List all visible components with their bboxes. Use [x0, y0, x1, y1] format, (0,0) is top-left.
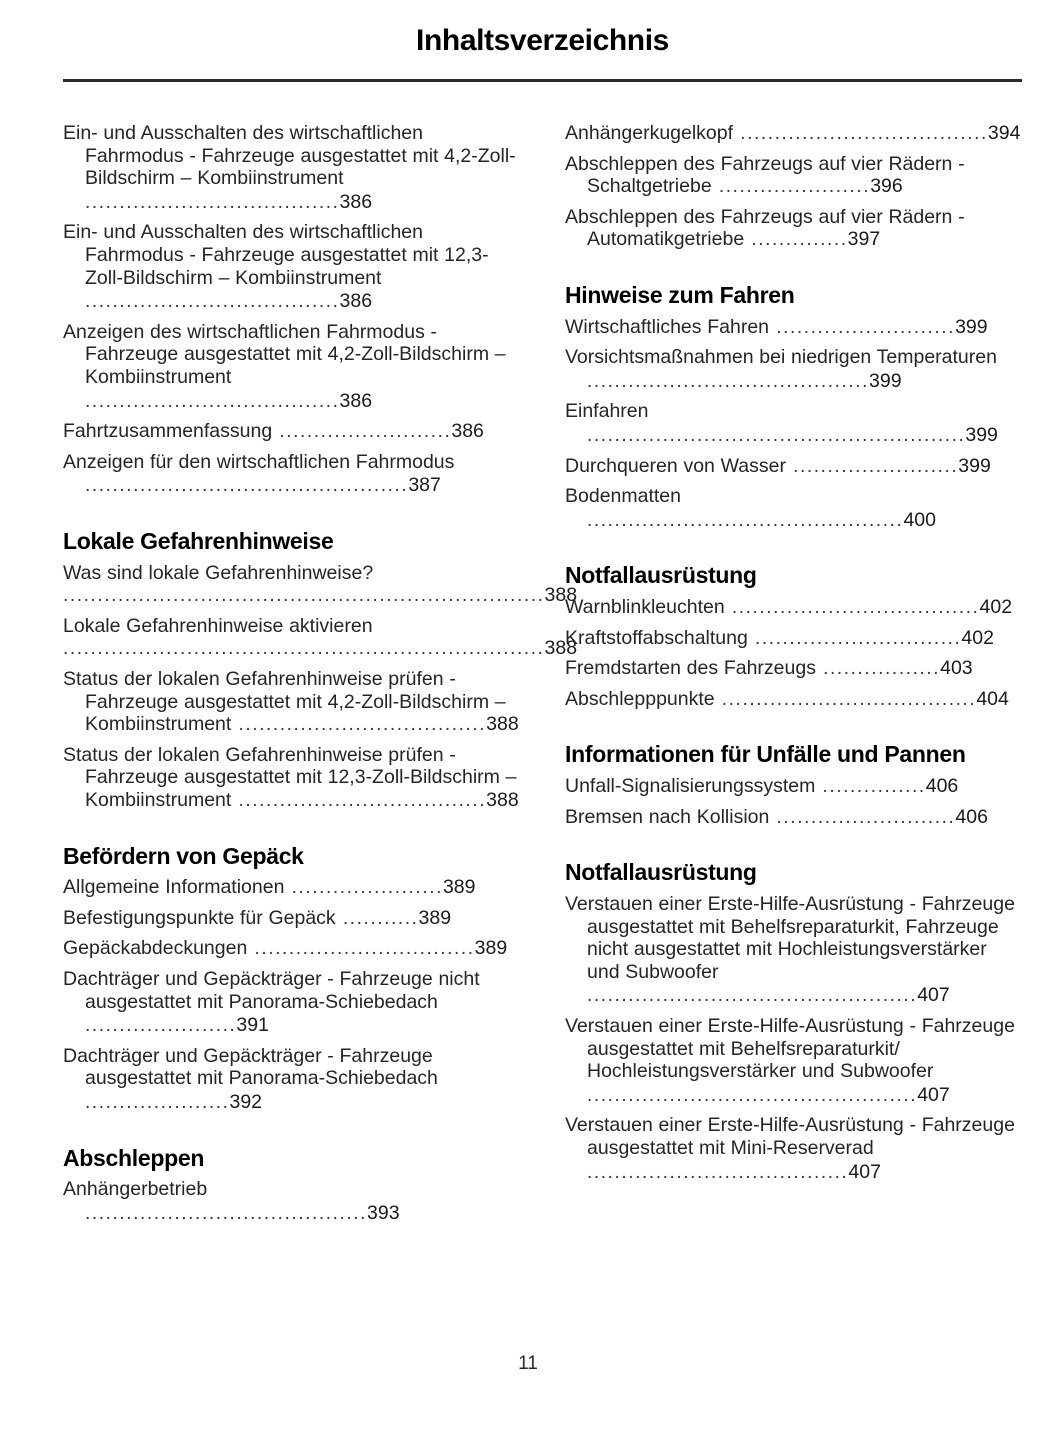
toc-entry-label: Abschleppen des Fahrzeugs auf vier Rädern - Schaltgetriebe	[565, 152, 965, 198]
toc-entry-einfahren[interactable]	[565, 400, 1023, 447]
toc-entry-leader-group	[85, 191, 372, 213]
toc-entry-page-number: 403	[940, 657, 973, 680]
toc-entry-label: Abschlepppunkte	[565, 687, 715, 710]
toc-entry-page-number: 407	[917, 1083, 950, 1106]
toc-entry-bodenmatten[interactable]	[565, 485, 1023, 532]
toc-entry-leader: ........................	[785, 455, 959, 477]
section-heading-notfallausruestung-1	[565, 562, 1023, 589]
toc-entry-label: Anhängerkugelkopf	[565, 122, 734, 144]
toc-entry-allgemeine-informationen[interactable]	[63, 876, 521, 900]
toc-entry-label: Anzeigen für den wirtschaftlichen Fahrmodus	[63, 450, 455, 473]
toc-entry-page-number: 407	[917, 984, 950, 1007]
toc-entry-page-number: 399	[869, 369, 902, 392]
toc-entry-label: Ein- und Ausschalten des wirtschaftlichen Fahrmodus - Fahrzeuge ausgestattet mit 4,2-Zoll-Bildschirm – Kombiinstrument	[63, 122, 516, 190]
section-heading-hinweise-zum-fahren	[565, 282, 1023, 309]
toc-entry-label: Status der lokalen Gefahrenhinweise prüfen - Fahrzeuge ausgestattet mit 4,2-Zoll-Bildschirm – Kombiinstrument	[63, 667, 506, 736]
toc-entry-page-number: 386	[339, 290, 373, 313]
toc-entry-leader: ..............................................	[587, 509, 904, 531]
toc-entry-leader-group	[587, 1084, 950, 1106]
toc-entry-befestigungspunkte-gepaeck[interactable]	[63, 907, 521, 931]
toc-entry-bremsen-nach-kollision[interactable]	[565, 806, 1023, 830]
toc-entry-page-number: 399	[958, 454, 991, 477]
toc-entry-leader: ...........	[335, 907, 419, 929]
toc-entry-leader-group	[63, 584, 578, 608]
toc-column-right	[565, 122, 1023, 1225]
toc-entry-leader-group	[715, 688, 1009, 710]
toc-entry-leader-group	[587, 509, 936, 531]
toc-entry-leader: ......................	[85, 1015, 237, 1037]
toc-entry-label: Befestigungspunkte für Gepäck	[63, 906, 336, 929]
toc-entry-leader: ..........................	[769, 806, 956, 828]
toc-entry-leader: ....................................	[231, 789, 487, 811]
toc-entry-page-number: 406	[955, 805, 988, 828]
toc-entry-leader: .................	[815, 658, 941, 680]
toc-entry-leader-group	[769, 316, 988, 338]
toc-entry-fahrtzusammenfassung[interactable]	[63, 420, 521, 444]
toc-entry-kraftstoffabschaltung[interactable]	[565, 627, 1023, 651]
toc-entry-label: Verstauen einer Erste-Hilfe-Ausrüstung - Fahrzeuge ausgestattet mit Behelfsreparaturkit, Fahrzeuge nicht ausgestattet mit Hochleistungsverstärker und Subwoofer	[565, 892, 1015, 983]
toc-entry-anzeigen-wirtschaftlich-4-2[interactable]	[63, 321, 521, 413]
section-heading-label: Abschleppen	[63, 1144, 205, 1171]
toc-entry-gepaeckabdeckungen[interactable]	[63, 937, 521, 961]
toc-entry-leader-group	[733, 122, 1020, 144]
toc-entry-label: Warnblinkleuchten	[565, 596, 725, 619]
toc-entry-page-number: 389	[442, 876, 476, 899]
toc-entry-leader: ................................................	[587, 1084, 918, 1106]
toc-entry-leader: ..........................	[769, 316, 956, 338]
toc-entry-leader-group	[284, 876, 475, 898]
toc-entry-leader: .....................................	[85, 291, 340, 313]
toc-entry-leader: .........................................	[85, 1202, 368, 1224]
toc-entry-leader-group	[748, 627, 994, 649]
toc-entry-page-number: 391	[236, 1014, 269, 1037]
toc-entry-page-number: 386	[339, 389, 373, 412]
section-heading-notfallausruestung-2	[565, 859, 1023, 886]
toc-entry-fremdstarten-des-fahrzeugs[interactable]	[565, 657, 1023, 681]
toc-entry-dachtraeger-mit-panorama[interactable]	[63, 1045, 521, 1115]
toc-entry-leader-group	[815, 775, 958, 797]
toc-entry-label: Status der lokalen Gefahrenhinweise prüfen - Fahrzeuge ausgestattet mit 12,3-Zoll-Bildschirm – Kombiinstrument	[63, 743, 517, 811]
toc-entry-leader: ......................................................................	[63, 638, 545, 660]
toc-entry-leader-group	[336, 907, 451, 929]
toc-columns	[63, 122, 1022, 1225]
toc-entry-leader-group	[712, 175, 903, 197]
toc-entry-verstauen-erste-hilfe-behelfsreparaturkit-ohne-hochleistung[interactable]	[565, 893, 1023, 1008]
toc-entry-status-lokale-12-3[interactable]	[63, 744, 521, 813]
toc-entry-leader-group	[587, 984, 950, 1006]
toc-entry-vorsichtsmassnahmen-niedrigen-temperaturen[interactable]	[565, 346, 1023, 393]
toc-entry-label: Bodenmatten	[565, 485, 682, 508]
toc-entry-leader-group	[231, 789, 518, 811]
toc-entry-page-number: 388	[486, 788, 519, 811]
toc-entry-status-lokale-4-2[interactable]	[63, 668, 521, 737]
toc-entry-was-sind-lokale-gefahrenhinweise[interactable]	[63, 561, 578, 608]
toc-entry-label: Durchqueren von Wasser	[565, 454, 786, 477]
toc-entry-leader-group	[85, 474, 441, 496]
toc-entry-leader: ....................................	[733, 123, 988, 144]
toc-entry-leader-group	[63, 637, 578, 661]
toc-entry-leader-group	[725, 596, 1012, 618]
toc-entry-anhaengerkugelkopf[interactable]	[565, 122, 1023, 146]
section-heading-label: Hinweise zum Fahren	[565, 281, 795, 308]
toc-entry-label: Allgemeine Informationen	[63, 876, 285, 899]
section-heading-lokale-gefahrenhinweise	[63, 528, 521, 555]
toc-entry-page-number: 393	[367, 1201, 400, 1224]
toc-entry-wirtschaftliches-fahren[interactable]	[565, 316, 1023, 340]
toc-entry-leader: .......................................................	[587, 425, 966, 447]
toc-entry-leader: .....................................	[714, 688, 977, 710]
toc-entry-leader-group	[816, 657, 973, 679]
toc-entry-abschleppen-vier-raedern-automatikgetriebe[interactable]	[565, 206, 1023, 252]
section-heading-label: Informationen für Unfälle und Pannen	[565, 741, 966, 768]
toc-entry-anzeigen-fahrmodus[interactable]	[63, 451, 521, 498]
toc-entry-label: Fahrtzusammenfassung	[63, 420, 273, 443]
toc-entry-label: Lokale Gefahrenhinweise aktivieren	[63, 614, 373, 637]
toc-entry-leader-group	[786, 455, 991, 477]
toc-entry-page-number: 392	[229, 1090, 263, 1113]
page-title: Inhaltsverzeichnis	[416, 24, 669, 57]
toc-entry-durchqueren-von-wasser[interactable]	[565, 455, 1023, 479]
toc-entry-leader: ...............................................	[85, 475, 409, 497]
toc-entry-page-number: 386	[451, 420, 484, 443]
toc-entry-page-number: 402	[979, 596, 1013, 619]
toc-entry-leader: ...............	[815, 776, 926, 798]
toc-entry-page-number: 402	[961, 626, 994, 649]
toc-entry-abschlepppunkte[interactable]	[565, 688, 1023, 712]
page-header	[63, 24, 1022, 59]
toc-entry-page-number: 404	[976, 687, 1009, 710]
toc-entry-label: Dachträger und Gepäckträger - Fahrzeuge nicht ausgestattet mit Panorama-Schiebedach	[63, 967, 480, 1013]
toc-entry-leader-group	[744, 228, 880, 250]
toc-entry-label: Kraftstoffabschaltung	[565, 626, 748, 649]
toc-entry-leader-group	[247, 937, 507, 959]
toc-entry-label: Was sind lokale Gefahrenhinweise?	[63, 561, 374, 584]
toc-entry-page-number: 406	[925, 775, 959, 798]
toc-entry-page-number: 389	[418, 906, 452, 929]
toc-entry-label: Dachträger und Gepäckträger - Fahrzeuge ausgestattet mit Panorama-Schiebedach	[63, 1044, 438, 1090]
header-divider	[63, 79, 1022, 82]
toc-entry-ein-aus-4-2[interactable]	[63, 122, 521, 214]
toc-entry-leader-group	[769, 806, 988, 828]
toc-entry-page-number: 399	[965, 424, 998, 447]
toc-entry-leader: ......................	[711, 176, 871, 198]
toc-entry-leader-group	[85, 1091, 262, 1113]
toc-entry-leader-group	[85, 1202, 400, 1224]
toc-entry-label: Ein- und Ausschalten des wirtschaftlichen Fahrmodus - Fahrzeuge ausgestattet mit 12,3-Zoll-Bildschirm – Kombiinstrument	[63, 221, 489, 289]
toc-column-left	[63, 122, 578, 1225]
toc-entry-label: Vorsichtsmaßnahmen bei niedrigen Temperaturen	[565, 346, 997, 369]
section-heading-label: Befördern von Gepäck	[63, 842, 304, 869]
toc-entry-leader: .....................................	[85, 191, 340, 213]
toc-entry-abschleppen-vier-raedern-schaltgetriebe[interactable]	[565, 153, 1023, 199]
toc-entry-leader: ......................	[284, 877, 443, 899]
toc-entry-page-number: 399	[955, 315, 988, 338]
footer-page-number: 11	[518, 1353, 538, 1374]
toc-entry-leader-group	[85, 1014, 269, 1036]
toc-entry-leader: .........................	[272, 421, 452, 443]
toc-entry-leader-group	[587, 1161, 881, 1183]
toc-entry-page-number: 396	[870, 175, 903, 198]
toc-entry-leader-group	[85, 390, 372, 412]
toc-entry-label: Unfall-Signalisierungssystem	[565, 775, 816, 798]
toc-entry-label: Verstauen einer Erste-Hilfe-Ausrüstung - Fahrzeuge ausgestattet mit Behelfsreparaturkit/ Hochleistungsverstärker und Subwoofer	[565, 1014, 1015, 1083]
toc-entry-leader: .....................	[85, 1091, 230, 1113]
toc-entry-label: Anhängerbetrieb	[63, 1178, 208, 1201]
section-heading-label: Notfallausrüstung	[565, 859, 757, 886]
toc-entry-leader-group	[231, 713, 518, 735]
toc-entry-page-number: 387	[408, 474, 441, 497]
toc-entry-leader: ......................................................................	[63, 585, 545, 607]
toc-entry-page-number: 388	[486, 713, 519, 736]
toc-entry-dachtraeger-ohne-panorama[interactable]	[63, 968, 521, 1038]
toc-entry-label: Gepäckabdeckungen	[63, 937, 248, 960]
toc-entry-label: Fremdstarten des Fahrzeugs	[565, 657, 816, 680]
toc-entry-leader: .....................................	[85, 390, 340, 412]
toc-entry-leader: ..............	[744, 229, 848, 251]
toc-entry-page-number: 400	[903, 508, 936, 531]
toc-entry-leader: ....................................	[724, 597, 980, 619]
toc-entry-warnblinkleuchten[interactable]	[565, 596, 1023, 620]
toc-entry-page-number: 388	[544, 637, 578, 660]
toc-entry-page-number: 389	[474, 937, 508, 960]
toc-entry-leader-group	[587, 370, 902, 392]
toc-entry-page-number: 386	[339, 190, 373, 213]
toc-entry-verstauen-erste-hilfe-mini-reserverad[interactable]	[565, 1114, 1023, 1184]
toc-entry-label: Abschleppen des Fahrzeugs auf vier Rädern - Automatikgetriebe	[565, 205, 965, 251]
toc-entry-verstauen-erste-hilfe-behelfsreparaturkit-hochleistung[interactable]	[565, 1015, 1023, 1107]
toc-entry-page-number: 388	[544, 584, 578, 607]
section-heading-abschleppen	[63, 1145, 521, 1172]
toc-entry-label: Einfahren	[565, 400, 649, 423]
toc-entry-leader: ................................................	[587, 985, 918, 1007]
toc-entry-leader: ......................................	[587, 1161, 849, 1183]
toc-entry-leader: ................................	[247, 938, 475, 960]
toc-entry-ein-aus-12-3[interactable]	[63, 221, 521, 313]
section-heading-befoerdern-von-gepaeck	[63, 843, 521, 870]
toc-entry-page-number: 407	[848, 1160, 881, 1183]
toc-entry-label: Anzeigen des wirtschaftlichen Fahrmodus - Fahrzeuge ausgestattet mit 4,2-Zoll-Bildschirm – Kombiinstrument	[63, 320, 506, 388]
toc-entry-lokale-gefahrenhinweise-aktivieren[interactable]	[63, 614, 578, 661]
toc-entry-leader: .........................................	[587, 370, 870, 392]
toc-entry-label: Verstauen einer Erste-Hilfe-Ausrüstung - Fahrzeuge ausgestattet mit Mini-Reserverad	[565, 1114, 1015, 1159]
toc-entry-label: Bremsen nach Kollision	[565, 805, 770, 828]
section-heading-informationen-unfaelle-pannen	[565, 741, 1023, 768]
toc-entry-label: Wirtschaftliches Fahren	[565, 315, 770, 338]
toc-entry-leader: ....................................	[231, 714, 487, 736]
section-heading-label: Lokale Gefahrenhinweise	[63, 527, 334, 554]
toc-entry-unfall-signalisierungssystem[interactable]	[565, 775, 1023, 799]
section-heading-label: Notfallausrüstung	[565, 562, 757, 589]
toc-entry-page-number: 394	[987, 122, 1021, 144]
toc-entry-leader: ..............................	[747, 627, 962, 649]
toc-entry-leader-group	[587, 424, 998, 446]
toc-entry-anhaengerbetrieb[interactable]	[63, 1178, 521, 1225]
toc-entry-page-number: 397	[847, 228, 881, 251]
toc-entry-leader-group	[272, 420, 484, 442]
toc-entry-leader-group	[85, 290, 372, 312]
